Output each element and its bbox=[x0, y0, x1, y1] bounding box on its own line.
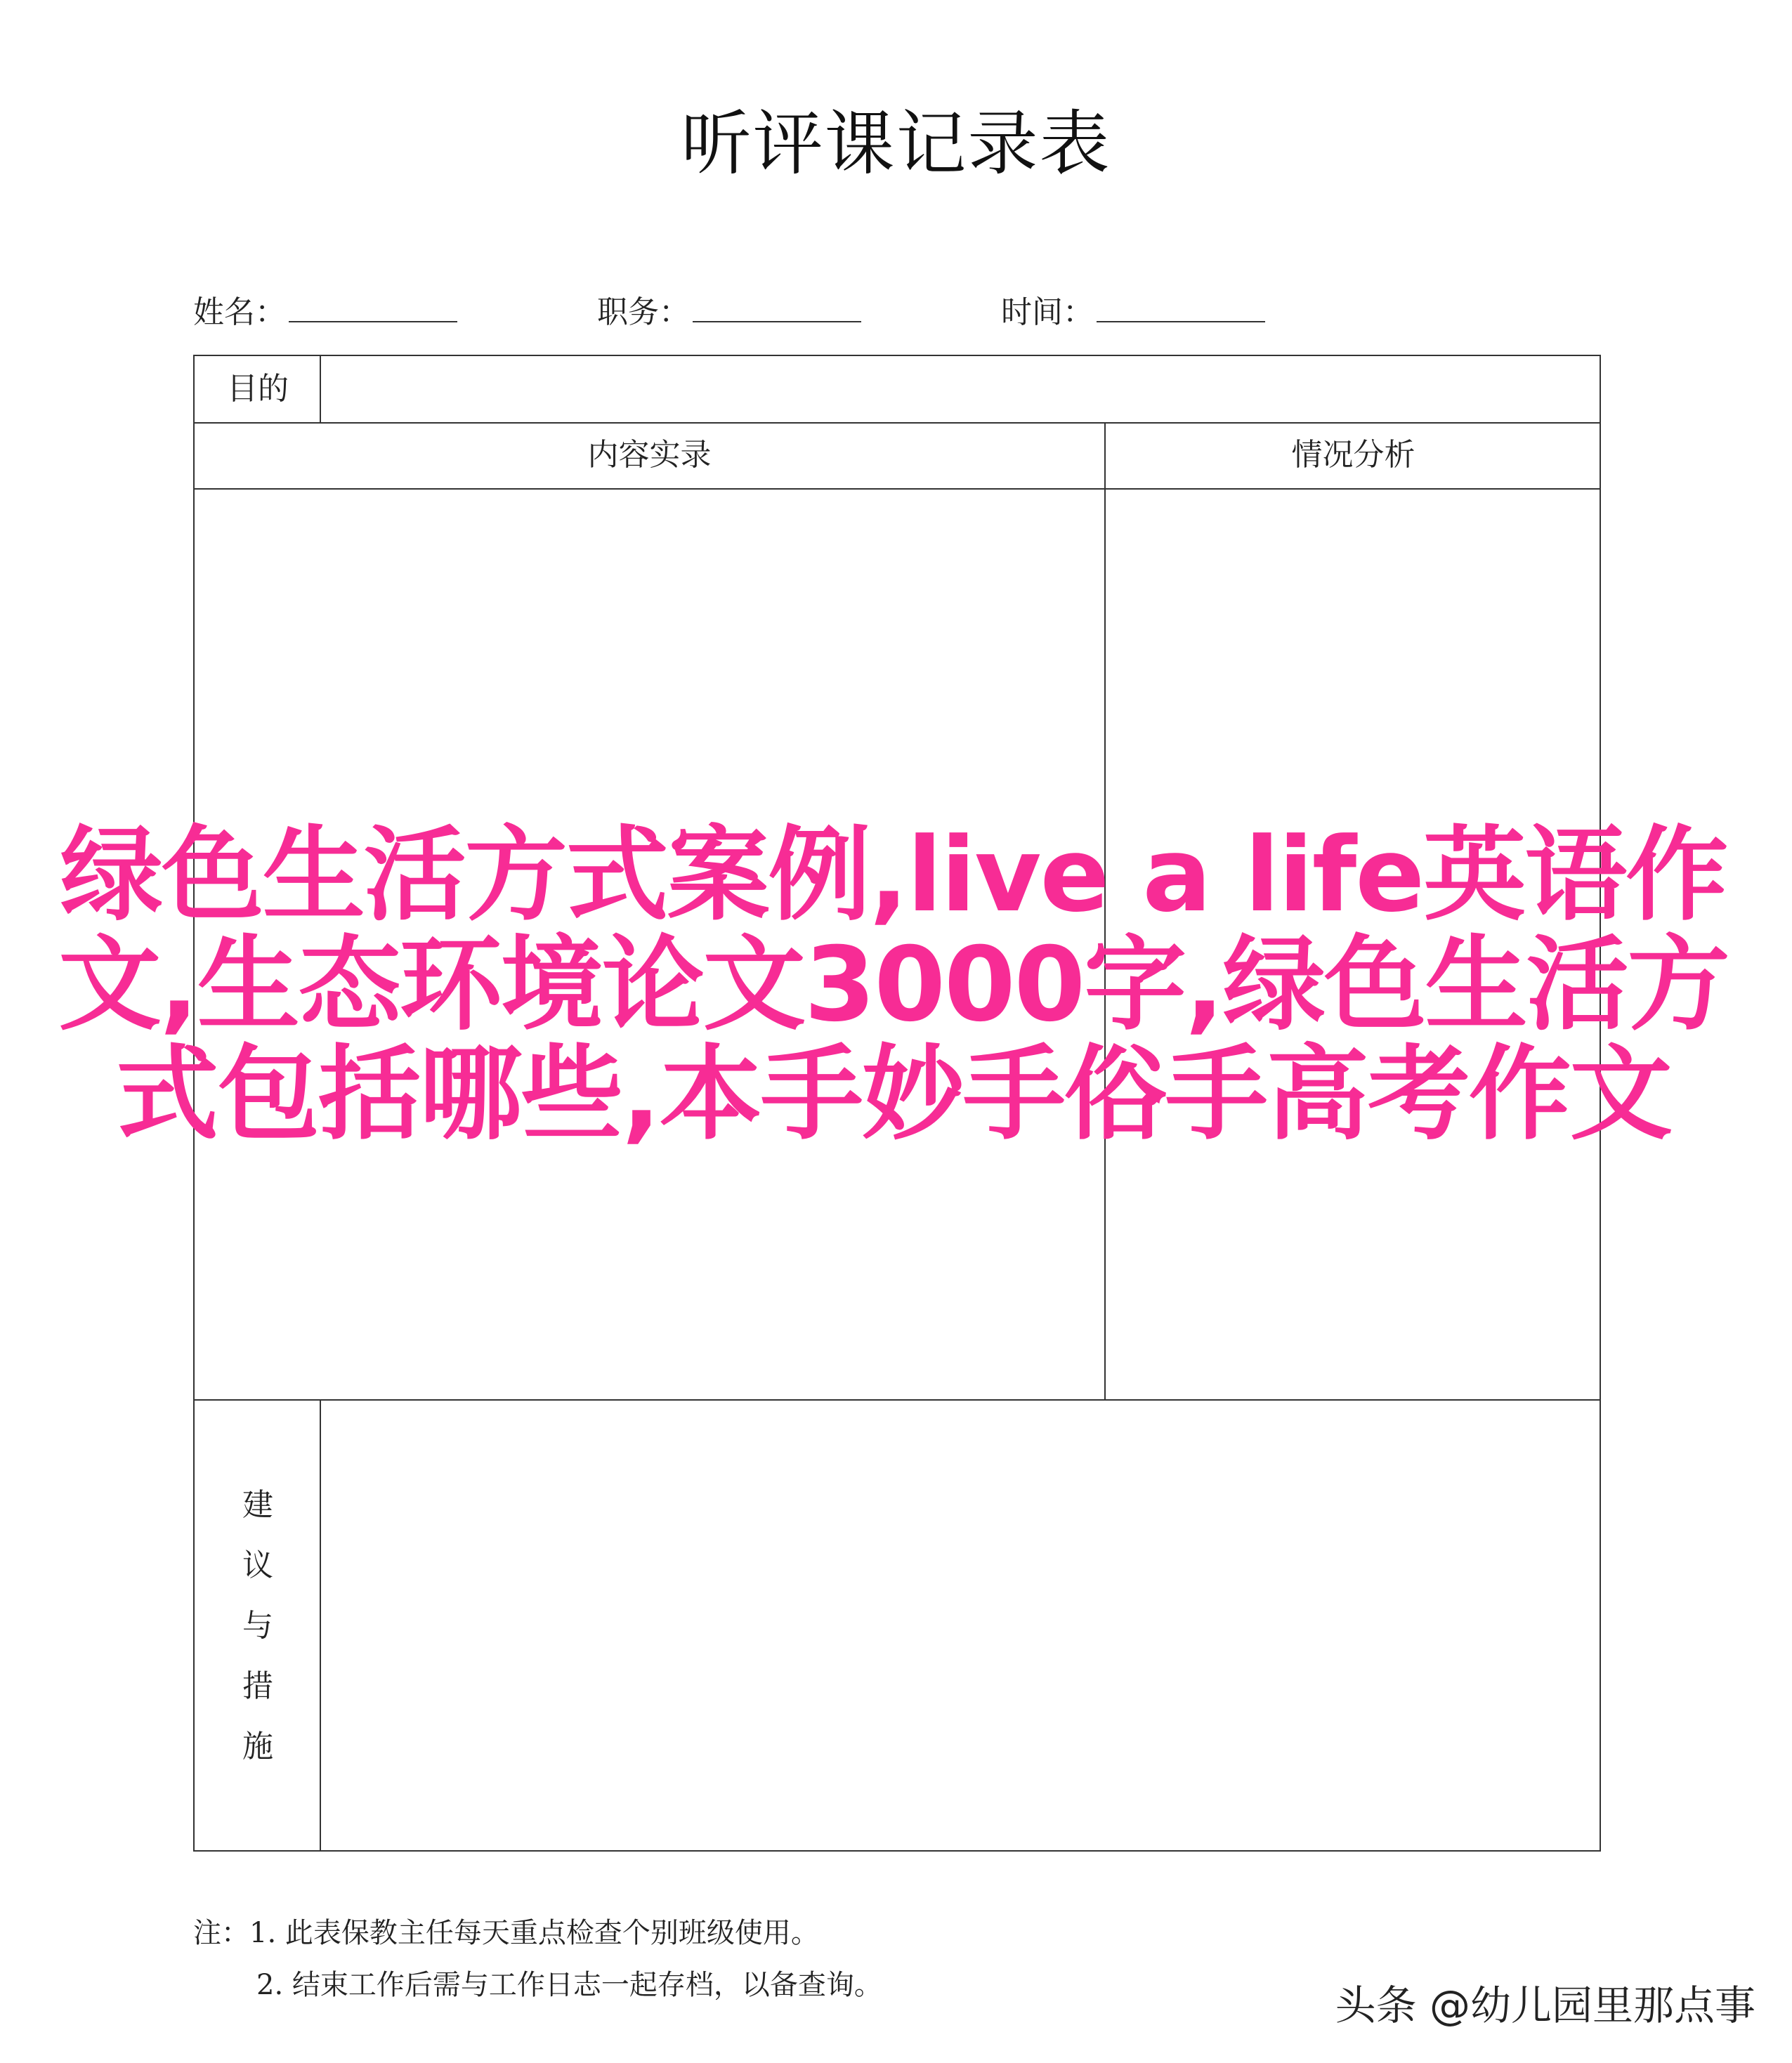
time-label: 时间： bbox=[1001, 294, 1094, 330]
overlay-headline: 绿色生活方式案例,live a life英语作文,生态环境论文3000字,绿色生活方式包括哪些,本手妙手俗手高考作文 bbox=[58, 816, 1729, 1154]
row-divider-suggestion bbox=[195, 1399, 1600, 1401]
position-blank[interactable] bbox=[693, 292, 861, 322]
position-field bbox=[597, 288, 861, 337]
content-header: 内容实录 bbox=[587, 437, 712, 473]
suggestion-label: 建议与措施 bbox=[242, 1487, 273, 1764]
note-line-2: 2. 结束工作后需与工作日志一起存档，以备查询。 bbox=[256, 1969, 882, 2001]
purpose-label: 目的 bbox=[227, 371, 289, 407]
name-field bbox=[193, 288, 457, 337]
position-label: 职务： bbox=[597, 294, 690, 330]
note-line-1: 注：1. 此表保教主任每天重点检查个别班级使用。 bbox=[193, 1917, 819, 1949]
time-field bbox=[1001, 288, 1265, 337]
name-blank[interactable] bbox=[289, 292, 457, 322]
time-blank[interactable] bbox=[1097, 292, 1265, 322]
page-title: 听评课记录表 bbox=[681, 103, 1111, 185]
analysis-header: 情况分析 bbox=[1291, 437, 1415, 473]
notes bbox=[193, 1907, 882, 2011]
watermark: 头条 @幼儿园里那点事 bbox=[1335, 1982, 1755, 2029]
name-label: 姓名： bbox=[193, 294, 286, 330]
suggestion-label-cell bbox=[195, 1399, 321, 1853]
row-divider-header bbox=[195, 488, 1600, 490]
